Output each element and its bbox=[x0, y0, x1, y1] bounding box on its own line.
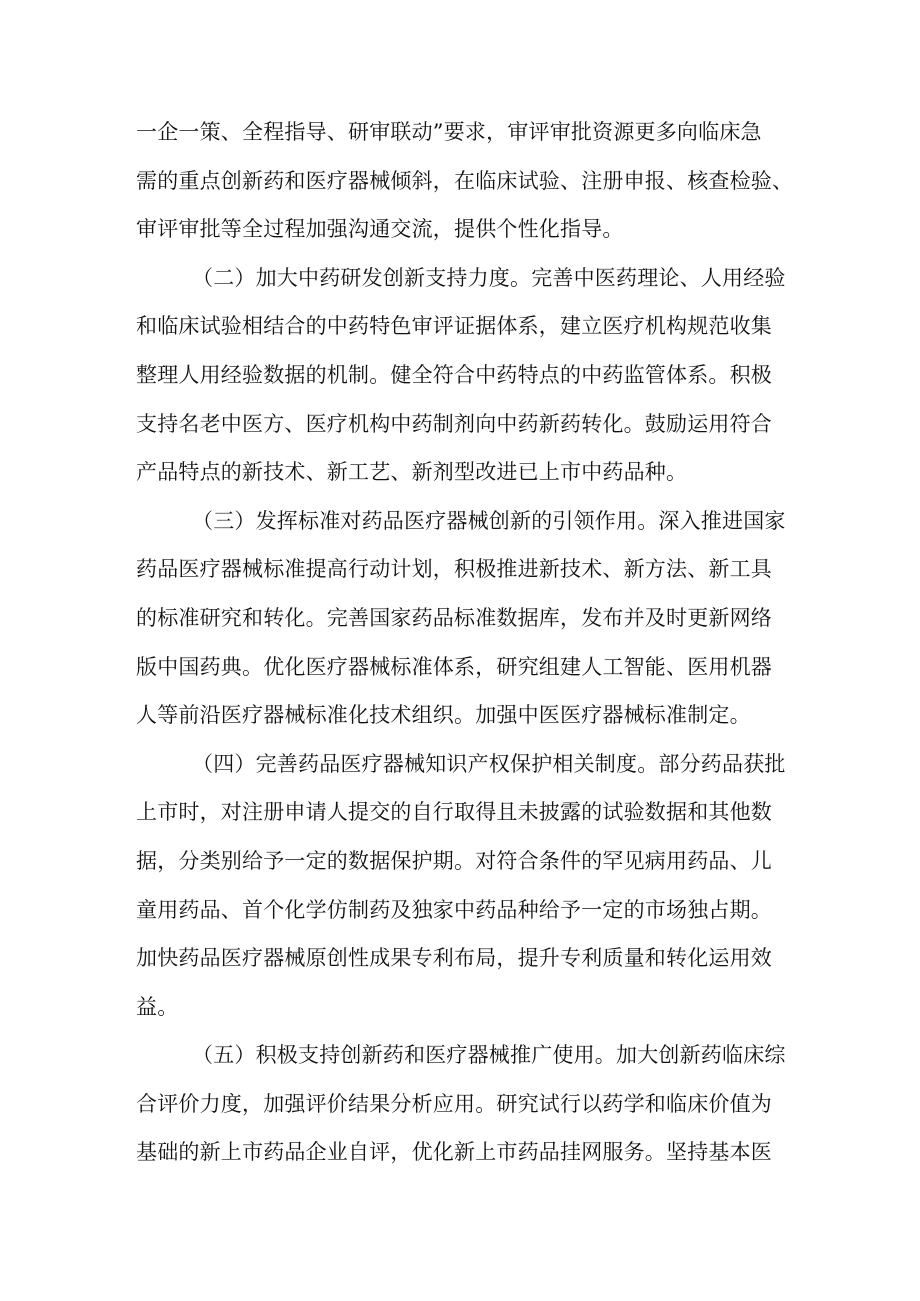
text-line: 上市时，对注册申请人提交的自行取得且未披露的试验数据和其他数 bbox=[136, 800, 772, 825]
text-line: 审评审批等全过程加强沟通交流，提供个性化指导。 bbox=[136, 217, 624, 242]
text-line: 支持名老中医方、医疗机构中药制剂向中药新药转化。鼓励运用符合 bbox=[136, 411, 772, 436]
text-line: 整理人用经验数据的机制。健全符合中药特点的中药监管体系。积极 bbox=[136, 362, 772, 387]
text-line: 版中国药典。优化医疗器械标准体系，研究组建人工智能、医用机器 bbox=[136, 654, 772, 679]
text-line: 基础的新上市药品企业自评，优化新上市药品挂网服务。坚持基本医 bbox=[136, 1140, 772, 1165]
paragraph-heading-line: （五）积极支持创新药和医疗器械推广使用。加大创新药临床综 bbox=[192, 1043, 786, 1068]
text-line: 和临床试验相结合的中药特色审评证据体系，建立医疗机构规范收集 bbox=[136, 314, 772, 339]
text-line: 一企一策、全程指导、研审联动”要求，审评审批资源更多向临床急 bbox=[136, 120, 762, 144]
text-line: 的标准研究和转化。完善国家药品标准数据库，发布并及时更新网络 bbox=[136, 605, 772, 630]
text-line: 益。 bbox=[136, 994, 179, 1019]
text-line: 需的重点创新药和医疗器械倾斜，在临床试验、注册申报、核查检验、 bbox=[136, 168, 794, 193]
paragraph-heading-line: （三）发挥标准对药品医疗器械创新的引领作用。深入推进国家 bbox=[192, 508, 786, 533]
text-line: 产品特点的新技术、新工艺、新剂型改进已上市中药品种。 bbox=[136, 460, 688, 485]
paragraph-heading-line: （四）完善药品医疗器械知识产权保护相关制度。部分药品获批 bbox=[192, 751, 786, 776]
text-line: 人等前沿医疗器械标准化技术组织。加强中医医疗器械标准制定。 bbox=[136, 703, 751, 728]
text-line: 童用药品、首个化学仿制药及独家中药品种给予一定的市场独占期。 bbox=[136, 897, 772, 922]
text-line: 加快药品医疗器械原创性成果专利布局，提升专利质量和转化运用效 bbox=[136, 946, 772, 971]
paragraph-heading-line: （二）加大中药研发创新支持力度。完善中医药理论、人用经验 bbox=[192, 265, 786, 290]
text-line: 合评价力度，加强评价结果分析应用。研究试行以药学和临床价值为 bbox=[136, 1091, 772, 1116]
text-line: 据，分类别给予一定的数据保护期。对符合条件的罕见病用药品、儿 bbox=[136, 848, 772, 873]
document-body bbox=[136, 108, 796, 1177]
text-line: 药品医疗器械标准提高行动计划，积极推进新技术、新方法、新工具 bbox=[136, 557, 772, 582]
